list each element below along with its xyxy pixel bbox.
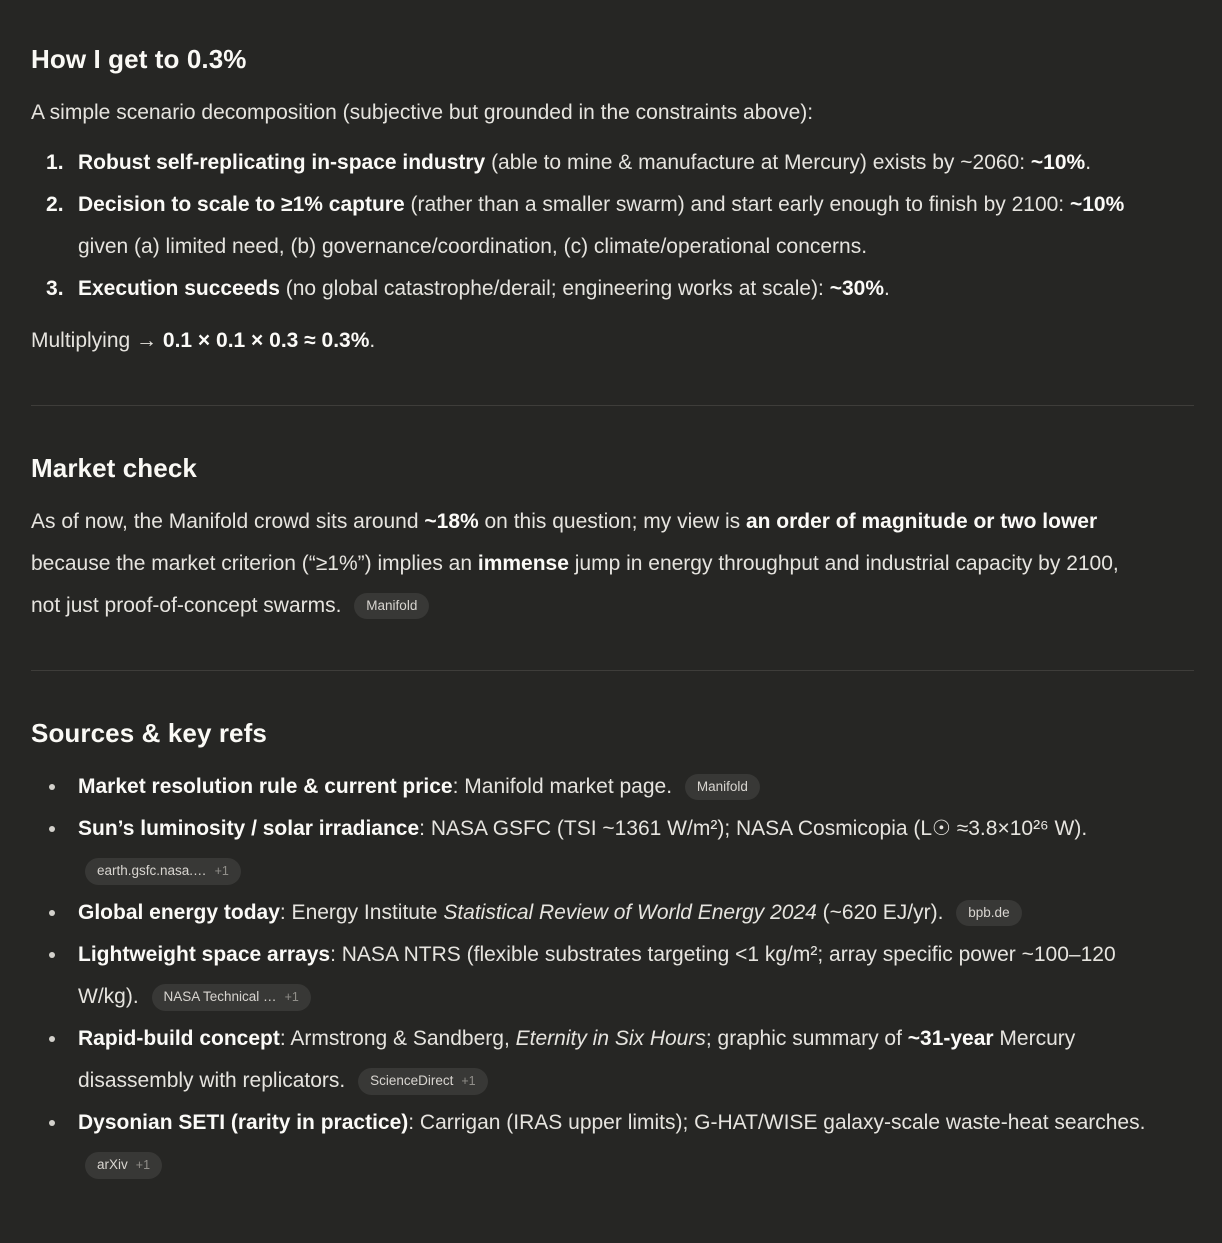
paragraph — [31, 92, 1149, 134]
text-run: As of now, the Manifold crowd sits around — [31, 510, 425, 533]
text-run: : Carrigan (IRAS upper limits); G-HAT/WISE galaxy-scale waste-heat searches. — [408, 1111, 1146, 1134]
bold-text: Decision to scale to ≥1% capture — [78, 193, 405, 216]
bullet-list — [31, 766, 1149, 1186]
list-item — [31, 934, 1149, 1018]
bold-text: 0.1 × 0.1 × 0.3 ≈ 0.3% — [162, 329, 370, 352]
text-run: Mercury disassembly with replicators. — [78, 1027, 1076, 1092]
bold-text: ~10% — [1030, 151, 1086, 174]
text-run: jump in energy throughput and industrial capacity by 2100, not just proof-of-concept swarms. — [31, 552, 1119, 617]
citation-more-count: +1 — [461, 1074, 476, 1088]
bold-text: Global energy today — [78, 901, 280, 924]
citation-pill[interactable] — [85, 1152, 162, 1179]
citation-pill[interactable] — [358, 1068, 488, 1095]
citation-more-count: +1 — [135, 1158, 151, 1172]
sections-container — [31, 42, 1149, 1186]
text-run: Multiplying → — [31, 329, 163, 352]
text-run: : Energy Institute — [279, 901, 444, 924]
text-run: A simple scenario decomposition (subjective but grounded in the constraints above): — [31, 101, 814, 124]
text-run: (~620 EJ/yr). — [816, 901, 950, 924]
bold-text: ~30% — [829, 277, 885, 300]
text-run: ; graphic summary of — [705, 1027, 908, 1050]
bold-text: Execution succeeds — [78, 277, 280, 300]
text-run: . — [369, 329, 376, 352]
text-run: (able to mine & manufacture at Mercury) exists by ~2060: — [485, 151, 1031, 174]
citation-pill[interactable] — [685, 774, 760, 800]
bold-text: Robust self-replicating in-space industry — [78, 151, 486, 174]
citation-source-label: Manifold — [696, 779, 748, 794]
citation-pill[interactable] — [354, 593, 429, 619]
bold-text: Dysonian SETI (rarity in practice) — [78, 1111, 409, 1134]
bold-text: ~31-year — [907, 1027, 994, 1050]
bold-text: Market resolution rule & current price — [78, 775, 453, 798]
citation-source-label: NASA Technical … — [163, 989, 277, 1004]
bold-text: an order of magnitude or two lower — [745, 510, 1098, 533]
italic-text: Eternity in Six Hours — [515, 1027, 706, 1050]
bold-text: ~10% — [1069, 193, 1125, 216]
citation-pill[interactable] — [152, 984, 311, 1011]
list-item — [31, 1018, 1149, 1102]
citation-source-label: earth.gsfc.nasa.… — [97, 863, 207, 878]
section-heading: Market check — [31, 453, 197, 483]
text-run: (no global catastrophe/derail; engineering works at scale): — [279, 277, 830, 300]
paragraph — [31, 501, 1149, 627]
text-run: because the market criterion (“≥1%”) implies an — [31, 552, 478, 575]
italic-text: Statistical Review of World Energy 2024 — [443, 901, 817, 924]
citation-pill[interactable] — [85, 858, 241, 885]
list-item — [31, 268, 1149, 310]
list-item — [31, 766, 1149, 808]
text-run: : NASA NTRS (flexible substrates targeting <1 kg/m²; array specific power ~100–120 W/kg). — [78, 943, 1116, 1008]
bold-text: Rapid-build concept — [78, 1027, 280, 1050]
text-run: . — [884, 277, 890, 300]
paragraph — [31, 320, 1149, 362]
numbered-list — [31, 142, 1149, 310]
section-heading: How I get to 0.3% — [31, 44, 247, 74]
citation-source-label: bpb.de — [968, 905, 1010, 920]
section-divider — [31, 670, 1194, 671]
bold-text: immense — [477, 552, 569, 575]
list-item — [31, 1102, 1149, 1186]
bold-text: Sun’s luminosity / solar irradiance — [78, 817, 420, 840]
list-item — [31, 808, 1149, 892]
text-run: (rather than a smaller swarm) and start early enough to finish by 2100: — [404, 193, 1070, 216]
citation-source-label: Manifold — [366, 598, 418, 613]
section-divider — [31, 405, 1194, 406]
list-item — [31, 142, 1149, 184]
citation-source-label: arXiv — [97, 1157, 128, 1172]
citation-pill[interactable] — [956, 900, 1021, 926]
text-run: : NASA GSFC (TSI ~1361 W/m²); NASA Cosmicopia (L☉ ≈3.8×10²⁶ W). — [419, 817, 1088, 840]
text-run: : Manifold market page. — [452, 775, 678, 798]
text-run: . — [1085, 151, 1092, 174]
citation-more-count: +1 — [284, 990, 299, 1004]
bold-text: ~18% — [424, 510, 479, 533]
citation-more-count: +1 — [214, 864, 229, 878]
citation-source-label: ScienceDirect — [370, 1073, 454, 1088]
section-heading: Sources & key refs — [31, 718, 267, 748]
list-item — [31, 184, 1149, 268]
text-run: : Armstrong & Sandberg, — [279, 1027, 516, 1050]
bold-text: Lightweight space arrays — [78, 943, 331, 966]
text-run: given (a) limited need, (b) governance/coordination, (c) climate/operational concerns. — [78, 235, 868, 258]
list-item — [31, 892, 1149, 934]
text-run: on this question; my view is — [478, 510, 746, 533]
